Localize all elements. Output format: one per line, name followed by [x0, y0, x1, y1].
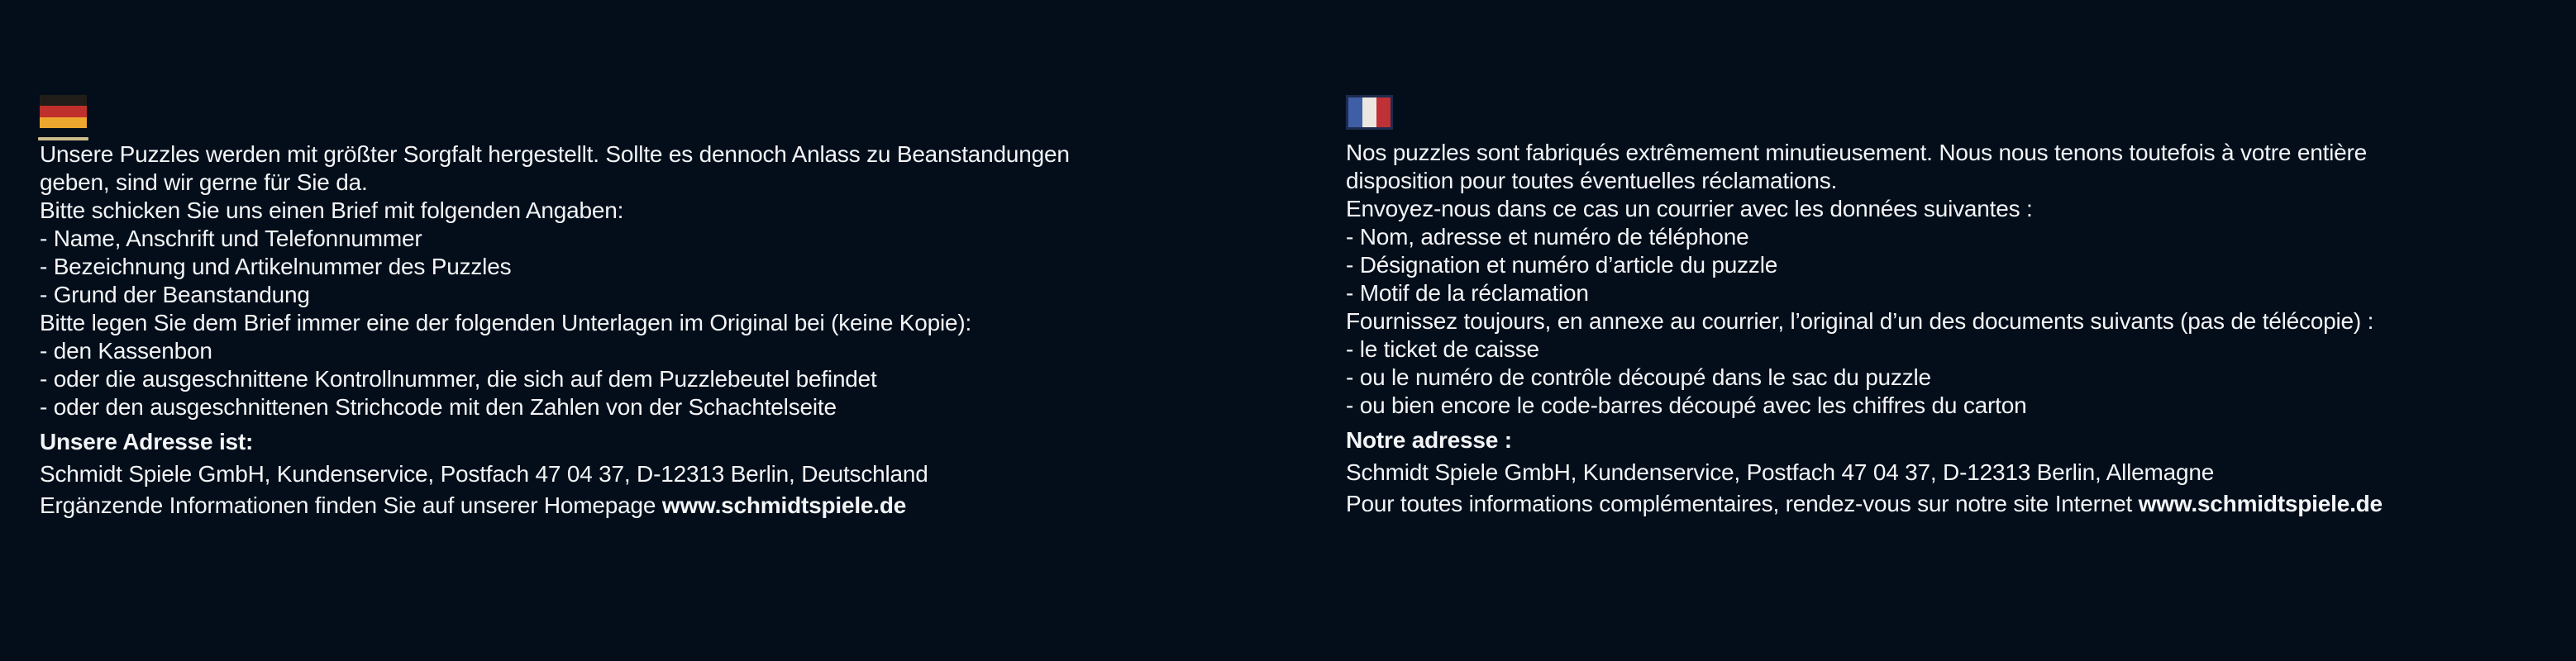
germany-flag-icon	[40, 95, 87, 128]
fr-bullet-control-number: - ou le numéro de contrôle découpé dans le sac du puzzle	[1346, 364, 1931, 390]
france-flag-red-band	[1376, 97, 1391, 127]
germany-flag-red-band	[40, 106, 87, 117]
german-section	[40, 95, 1255, 520]
de-address: Schmidt Spiele GmbH, Kundenservice, Postfach 47 04 37, D-12313 Berlin, Deutschland	[40, 461, 928, 487]
de-homepage-url: www.schmidtspiele.de	[661, 492, 907, 518]
de-instruction-line: Bitte schicken Sie uns einen Brief mit folgenden Angaben:	[40, 197, 624, 223]
de-intro-line-2: geben, sind wir gerne für Sie da.	[40, 169, 368, 195]
de-bullet-reason: - Grund der Beanstandung	[40, 282, 310, 307]
de-intro-line-1: Unsere Puzzles werden mit größter Sorgfalt hergestellt. Sollte es dennoch Anlass zu Beanstandungen	[40, 141, 1070, 167]
de-homepage-text: Ergänzende Informationen finden Sie auf unserer Homepage	[40, 492, 662, 518]
de-bullet-name-phone: - Name, Anschrift und Telefonnummer	[40, 226, 422, 251]
fr-instruction-line: Envoyez-nous dans ce cas un courrier avec les données suivantes :	[1346, 196, 2033, 221]
france-flag-blue-band	[1348, 97, 1362, 127]
de-bullet-article-number: - Bezeichnung und Artikelnummer des Puzzles	[40, 254, 512, 279]
french-section	[1346, 95, 2561, 518]
fr-bullet-reason: - Motif de la réclamation	[1346, 280, 1589, 306]
fr-address: Schmidt Spiele GmbH, Kundenservice, Postfach 47 04 37, D-12313 Berlin, Allemagne	[1346, 459, 2215, 485]
german-text-block	[40, 140, 1255, 520]
fr-bullet-article-number: - Désignation et numéro d’article du puzzle	[1346, 252, 1778, 278]
de-bullet-control-number: - oder die ausgeschnittene Kontrollnummer, die sich auf dem Puzzlebeutel befindet	[40, 366, 877, 392]
de-bullet-barcode: - oder den ausgeschnittenen Strichcode mit den Zahlen von der Schachtelseite	[40, 394, 837, 420]
fr-bullet-barcode: - ou bien encore le code-barres découpé avec les chiffres du carton	[1346, 392, 2027, 418]
fr-intro-line-2: disposition pour toutes éventuelles réclamations.	[1346, 168, 1838, 193]
germany-flag-gold-band	[40, 117, 87, 128]
france-flag-white-band	[1362, 97, 1376, 127]
de-address-heading: Unsere Adresse ist:	[40, 429, 254, 454]
fr-intro-line-1: Nos puzzles sont fabriqués extrêmement minutieusement. Nous nous tenons toutefois à votre entière	[1346, 140, 2368, 165]
de-homepage-line	[40, 492, 1255, 520]
de-documents-line: Bitte legen Sie dem Brief immer eine der folgenden Unterlagen im Original bei (keine Kopie):	[40, 310, 972, 335]
fr-bullet-receipt: - le ticket de caisse	[1346, 336, 1539, 362]
germany-flag-black-band	[40, 95, 87, 106]
french-text-block	[1346, 139, 2561, 518]
fr-homepage-line	[1346, 490, 2561, 518]
de-bullet-receipt: - den Kassenbon	[40, 338, 212, 364]
fr-address-heading: Notre adresse :	[1346, 427, 1512, 453]
fr-homepage-text: Pour toutes informations complémentaires, rendez-vous sur notre site Internet	[1346, 491, 2139, 516]
fr-documents-line: Fournissez toujours, en annexe au courrier, l’original d’un des documents suivants (pas de télécopie) :	[1346, 308, 2374, 334]
fr-homepage-url: www.schmidtspiele.de	[2138, 491, 2383, 516]
fr-bullet-name-phone: - Nom, adresse et numéro de téléphone	[1346, 224, 1749, 250]
france-flag-icon	[1346, 95, 1393, 130]
